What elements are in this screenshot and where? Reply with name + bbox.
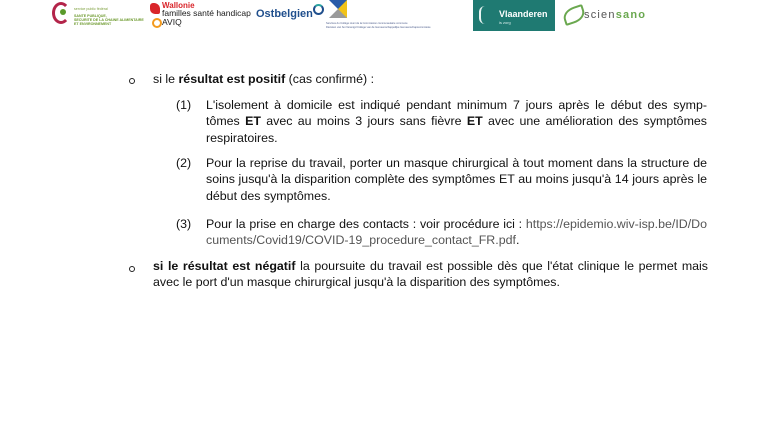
text: la poursuite du travail est possible dès que l'état clinique le permet mais avec le port d'un masque chirurgical jusqu'à la disparition des symptômes. bbox=[153, 259, 708, 290]
spf-line: SANTE PUBLIQUE, bbox=[74, 14, 107, 18]
spf-line: SECURITE DE LA CHAINE ALIMENTAIRE bbox=[74, 18, 144, 22]
item-number: (3) bbox=[176, 217, 192, 231]
emphasis: ET bbox=[245, 114, 261, 129]
negative-result-text bbox=[153, 258, 708, 291]
text: avec au moins 3 jours sans fièvre bbox=[260, 114, 467, 129]
text: si le bbox=[153, 72, 179, 86]
spf-line: ET ENVIRONNEMENT bbox=[74, 22, 112, 26]
negative-result-bold: si le résultat est négatif bbox=[153, 259, 296, 273]
item-2-text: Pour la reprise du travail, porter un masque chirurgical à tout moment dans la structure de soins jusqu'à la disparition complète des symptômes ET au moins jusqu'à 14 jours après le début des symptômes. bbox=[206, 156, 707, 203]
emphasis: ET bbox=[466, 114, 483, 129]
spf-line: service public fédéral bbox=[74, 7, 108, 11]
text: Pour la prise en charge des contacts : voir procédure ici : bbox=[206, 217, 526, 231]
item-number: (2) bbox=[176, 156, 192, 170]
procedure-link[interactable]: https://epidemio.wiv-isp.be/ID/Documents/Covid19/COVID-19_procedure_contact_FR.pdf bbox=[206, 217, 707, 248]
bullet-icon bbox=[129, 73, 137, 81]
text: . bbox=[515, 233, 520, 248]
item-3-text bbox=[206, 216, 707, 249]
bullet-icon bbox=[129, 261, 137, 269]
positive-result-bold: résultat est positif bbox=[178, 72, 286, 86]
positive-result-heading bbox=[153, 71, 713, 87]
sciensano-suffix: sano bbox=[615, 9, 647, 21]
item-1-text bbox=[206, 97, 707, 146]
aviq-tagline: familles santé handicap bbox=[162, 8, 251, 18]
text: L'isolement à domicile est indiqué pendant minimum 7 jours après le début des symp-tômes bbox=[206, 98, 707, 129]
item-number: (1) bbox=[176, 98, 192, 112]
sciensano-prefix: scien bbox=[584, 9, 616, 21]
wallonie-label: Wallonie bbox=[162, 1, 195, 10]
aviq-label: AVIQ bbox=[162, 17, 182, 27]
text: (cas confirmé) : bbox=[285, 72, 375, 86]
cocom-caption-nl: Diensten van het Verenigd College van de Gemeenschappelijke Gemeenschapscommissie bbox=[326, 26, 431, 29]
ostbelgien-label: Ostbelgien bbox=[256, 8, 313, 20]
cocom-caption-fr: Services du Collège réuni de la Commission communautaire commune bbox=[326, 22, 408, 25]
vlaanderen-subtitle: is zorg bbox=[499, 20, 511, 25]
vlaanderen-title: Vlaanderen bbox=[499, 9, 548, 19]
text: avec une amélioration des symptômes respiratoires. bbox=[206, 114, 707, 145]
